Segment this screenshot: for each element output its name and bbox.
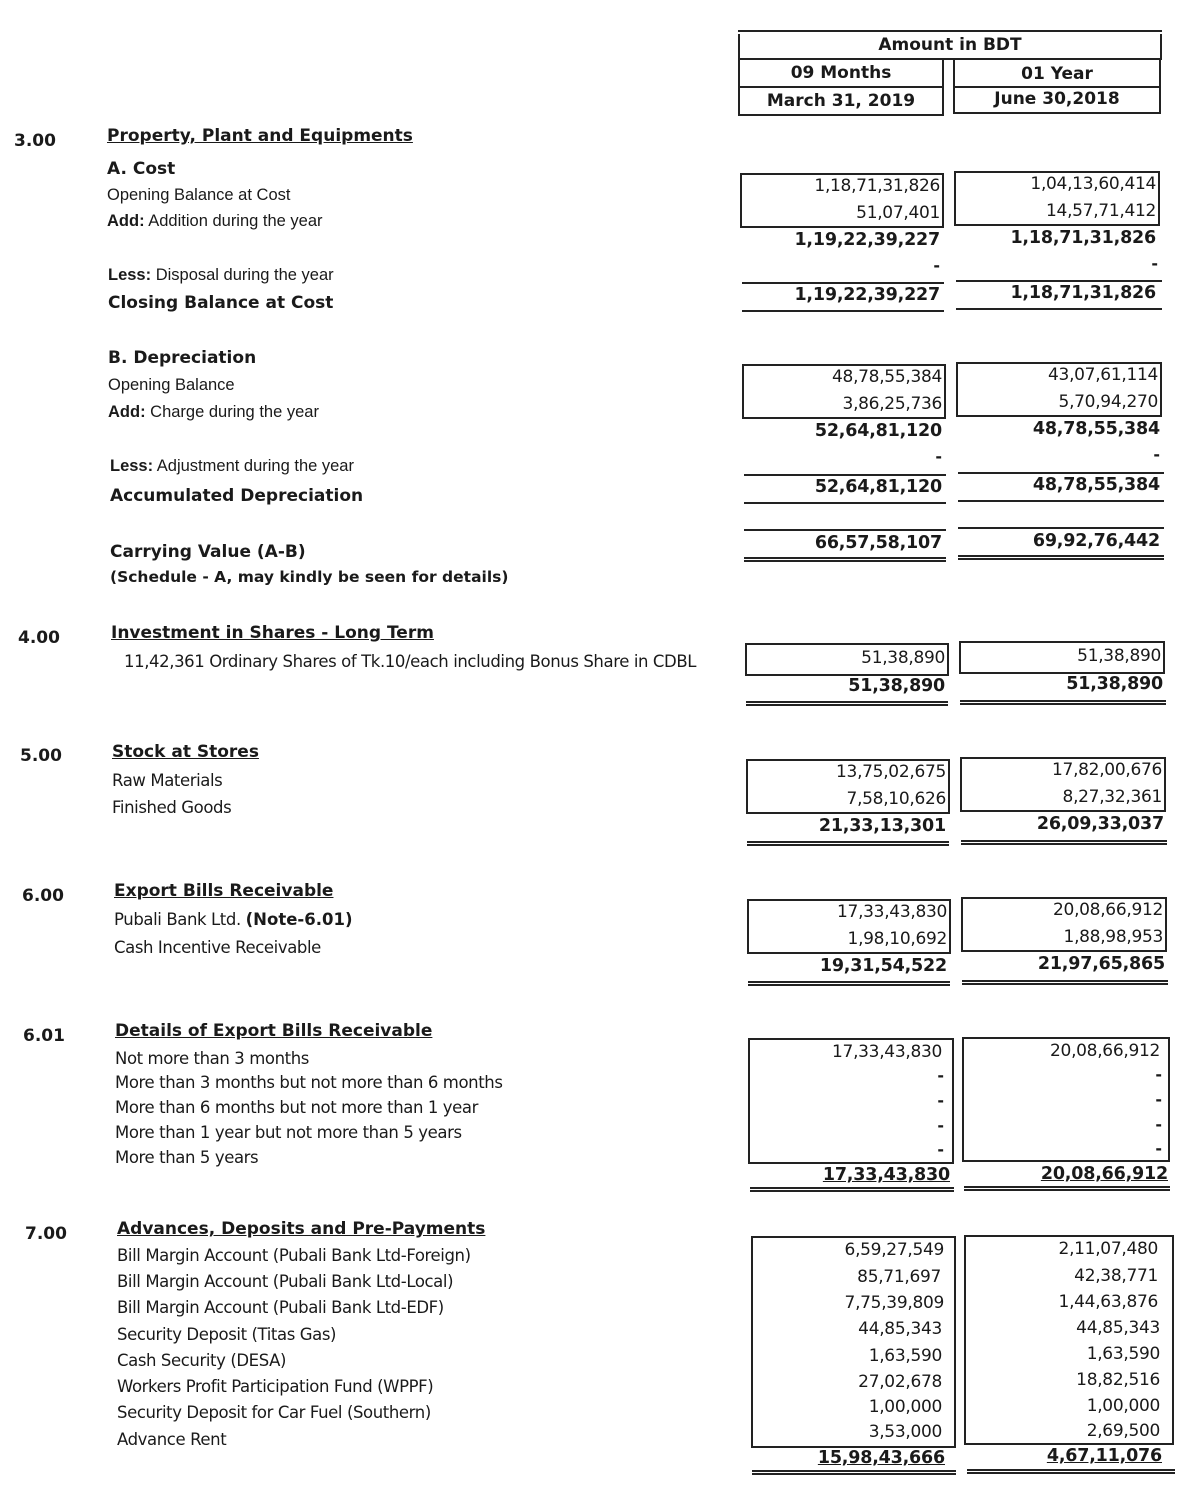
- stock-item-label: Raw Materials: [112, 771, 223, 790]
- value-cell: -: [1155, 1139, 1162, 1158]
- value-cell: -: [935, 447, 942, 466]
- advance-item-label: Workers Profit Participation Fund (WPPF): [117, 1377, 434, 1396]
- double-rule: [964, 1186, 1170, 1191]
- advance-item-label: Bill Margin Account (Pubali Bank Ltd-Foreign): [117, 1246, 471, 1265]
- value-cell: 13,75,02,675: [836, 762, 946, 782]
- rule: [742, 310, 944, 312]
- export-item-label: [114, 910, 353, 929]
- note-number: 3.00: [14, 131, 56, 151]
- value-cell: 8,27,32,361: [1062, 787, 1162, 807]
- date-label: June 30,2018: [994, 89, 1120, 109]
- value-cell: 3,86,25,736: [842, 394, 942, 414]
- note-reference: (Note-6.01): [245, 910, 353, 929]
- double-rule: [752, 1470, 956, 1475]
- section-title: Details of Export Bills Receivable: [115, 1021, 433, 1041]
- value-cell: 1,98,10,692: [847, 929, 947, 949]
- advance-item-label: Cash Security (DESA): [117, 1351, 287, 1370]
- value-cell: 5,70,94,270: [1058, 392, 1158, 412]
- value-cell: 51,07,401: [856, 203, 940, 223]
- value-cell: 17,33,43,830: [832, 1042, 942, 1062]
- double-rule: [744, 557, 946, 562]
- rule: [958, 472, 1164, 474]
- value-cell: 1,00,000: [868, 1397, 942, 1417]
- subtotal-cell: 1,18,71,31,826: [1010, 228, 1156, 248]
- ageing-label: More than 3 months but not more than 6 months: [115, 1073, 503, 1092]
- value-cell: 44,85,343: [858, 1319, 942, 1339]
- value-cell: 27,02,678: [858, 1372, 942, 1392]
- total-cell: 4,67,11,076: [1046, 1446, 1162, 1466]
- note-number: 5.00: [20, 746, 62, 766]
- value-cell: -: [937, 1091, 944, 1110]
- value-cell: -: [1155, 1090, 1162, 1109]
- total-cell: 26,09,33,037: [1036, 814, 1164, 834]
- note-number: 6.00: [22, 886, 64, 906]
- total-cell: 17,33,43,830: [822, 1165, 950, 1185]
- period-label: 09 Months: [790, 63, 892, 83]
- value-cell: 20,08,66,912: [1050, 1041, 1160, 1061]
- subtotal-cell: 52,64,81,120: [814, 421, 942, 441]
- subtotal-cell: 1,19,22,39,227: [794, 230, 940, 250]
- value-cell: 51,38,890: [1077, 646, 1161, 666]
- value-cell: 42,38,771: [1074, 1266, 1158, 1286]
- total-cell: 20,08,66,912: [1040, 1164, 1168, 1184]
- currency-label: Amount in BDT: [878, 35, 1022, 55]
- ageing-label: More than 1 year but not more than 5 years: [115, 1123, 462, 1142]
- period-label: 01 Year: [1021, 64, 1093, 84]
- double-rule: [748, 981, 950, 986]
- double-rule: [750, 1187, 954, 1192]
- ageing-label: Not more than 3 months: [115, 1049, 309, 1068]
- rule: [956, 308, 1162, 310]
- value-cell: 1,00,000: [1086, 1396, 1160, 1416]
- value-cell: 51,38,890: [861, 648, 945, 668]
- total-cell: 1,18,71,31,826: [1010, 283, 1156, 303]
- section-title: Investment in Shares - Long Term: [111, 623, 434, 643]
- advance-item-label: Bill Margin Account (Pubali Bank Ltd-Local): [117, 1272, 454, 1291]
- double-rule: [962, 980, 1168, 985]
- value-cell: 1,04,13,60,414: [1030, 174, 1156, 194]
- charge-text: Charge during the year: [145, 403, 319, 421]
- advance-item-label: Security Deposit (Titas Gas): [117, 1325, 337, 1344]
- value-cell: 85,71,697: [857, 1267, 941, 1287]
- section-title: Export Bills Receivable: [114, 881, 334, 901]
- section-title: Advances, Deposits and Pre-Payments: [117, 1219, 486, 1239]
- double-rule: [747, 841, 949, 846]
- value-cell: -: [1153, 445, 1160, 464]
- disposal-label: [108, 266, 334, 285]
- total-cell: 15,98,43,666: [817, 1448, 945, 1468]
- rule: [956, 280, 1162, 282]
- column-header-date-2: [953, 86, 1161, 114]
- value-cell: 44,85,343: [1076, 1318, 1160, 1338]
- value-cell: 20,08,66,912: [1053, 900, 1163, 920]
- total-cell: 1,19,22,39,227: [794, 285, 940, 305]
- value-cell: 17,33,43,830: [837, 902, 947, 922]
- charge-label: [108, 403, 319, 422]
- closing-balance-label: Closing Balance at Cost: [108, 293, 334, 313]
- subtotal-cell: 48,78,55,384: [1032, 419, 1160, 439]
- total-cell: 48,78,55,384: [1032, 475, 1160, 495]
- total-cell: 21,33,13,301: [818, 816, 946, 836]
- value-cell: -: [1151, 254, 1158, 273]
- total-cell: 21,97,65,865: [1037, 954, 1165, 974]
- bank-name: Pubali Bank Ltd.: [114, 910, 246, 929]
- column-header-date-1: [738, 88, 944, 116]
- note-number: 7.00: [25, 1224, 67, 1244]
- value-cell: 1,44,63,876: [1058, 1292, 1158, 1312]
- rule: [742, 282, 944, 284]
- adjustment-label: [110, 457, 354, 476]
- value-cell: 1,63,590: [868, 1346, 942, 1366]
- value-cell: 1,88,98,953: [1063, 927, 1163, 947]
- value-cell: -: [1155, 1115, 1162, 1134]
- value-cell: -: [1155, 1065, 1162, 1084]
- addition-text: Addition during the year: [144, 212, 323, 230]
- carrying-value-label: Carrying Value (A-B): [110, 542, 306, 562]
- advance-item-label: Advance Rent: [117, 1430, 227, 1449]
- value-cell: 18,82,516: [1076, 1370, 1160, 1390]
- advance-item-label: Bill Margin Account (Pubali Bank Ltd-EDF): [117, 1298, 444, 1317]
- add-prefix: Add:: [108, 403, 146, 421]
- depreciation-heading: B. Depreciation: [108, 348, 257, 368]
- addition-label: [107, 212, 323, 231]
- rule: [744, 474, 946, 476]
- disposal-text: Disposal during the year: [151, 266, 334, 284]
- double-rule: [967, 1469, 1175, 1474]
- rule: [958, 527, 1164, 529]
- total-cell: 51,38,890: [1066, 674, 1163, 694]
- value-cell: 7,58,10,626: [846, 789, 946, 809]
- opening-balance-label: Opening Balance: [108, 376, 235, 394]
- less-prefix: Less:: [110, 457, 154, 475]
- value-cell: -: [937, 1066, 944, 1085]
- double-rule: [960, 700, 1166, 705]
- stock-item-label: Finished Goods: [112, 798, 232, 817]
- section-title: Property, Plant and Equipments: [107, 126, 413, 146]
- opening-balance-label: Opening Balance at Cost: [107, 186, 291, 204]
- advance-item-label: Security Deposit for Car Fuel (Southern): [117, 1403, 431, 1422]
- double-rule: [958, 555, 1164, 560]
- rule: [744, 502, 946, 504]
- double-rule: [961, 840, 1167, 845]
- cost-heading: A. Cost: [107, 159, 176, 179]
- note-number: 4.00: [18, 628, 60, 648]
- value-cell: 2,11,07,480: [1058, 1239, 1158, 1259]
- value-cell: 7,75,39,809: [844, 1293, 944, 1313]
- note-number: 6.01: [23, 1026, 65, 1046]
- total-cell: 52,64,81,120: [814, 477, 942, 497]
- value-cell: 1,18,71,31,826: [814, 176, 940, 196]
- ageing-label: More than 5 years: [115, 1148, 259, 1167]
- date-label: March 31, 2019: [766, 91, 916, 111]
- value-cell: -: [937, 1116, 944, 1135]
- value-cell: 17,82,00,676: [1052, 760, 1162, 780]
- double-rule: [746, 701, 948, 706]
- value-cell: 6,59,27,549: [844, 1240, 944, 1260]
- adjustment-text: Adjustment during the year: [153, 457, 354, 475]
- column-header-period-2: [953, 58, 1161, 88]
- rule: [744, 529, 946, 531]
- accumulated-depreciation-label: Accumulated Depreciation: [110, 486, 364, 506]
- less-prefix: Less:: [108, 266, 152, 284]
- column-header-period-1: [738, 60, 944, 88]
- value-cell: 43,07,61,114: [1048, 365, 1158, 385]
- ageing-label: More than 6 months but not more than 1 year: [115, 1098, 479, 1117]
- total-cell: 69,92,76,442: [1032, 531, 1160, 551]
- export-item-label: Cash Incentive Receivable: [114, 938, 321, 957]
- value-cell: -: [937, 1140, 944, 1159]
- value-cell: 48,78,55,384: [832, 367, 942, 387]
- investment-line-label: 11,42,361 Ordinary Shares of Tk.10/each including Bonus Share in CDBL: [124, 652, 697, 671]
- section-title: Stock at Stores: [112, 742, 259, 762]
- value-cell: -: [933, 256, 940, 275]
- total-cell: 19,31,54,522: [819, 956, 947, 976]
- add-prefix: Add:: [107, 212, 145, 230]
- header-top-rule: [738, 30, 1162, 32]
- value-cell: 3,53,000: [868, 1422, 942, 1442]
- schedule-note: (Schedule - A, may kindly be seen for details): [110, 568, 509, 586]
- total-cell: 51,38,890: [848, 676, 945, 696]
- rule: [958, 500, 1164, 502]
- currency-header: [738, 34, 1162, 60]
- total-cell: 66,57,58,107: [814, 533, 942, 553]
- value-cell: 14,57,71,412: [1046, 201, 1156, 221]
- value-cell: 1,63,590: [1086, 1344, 1160, 1364]
- value-cell: 2,69,500: [1086, 1421, 1160, 1441]
